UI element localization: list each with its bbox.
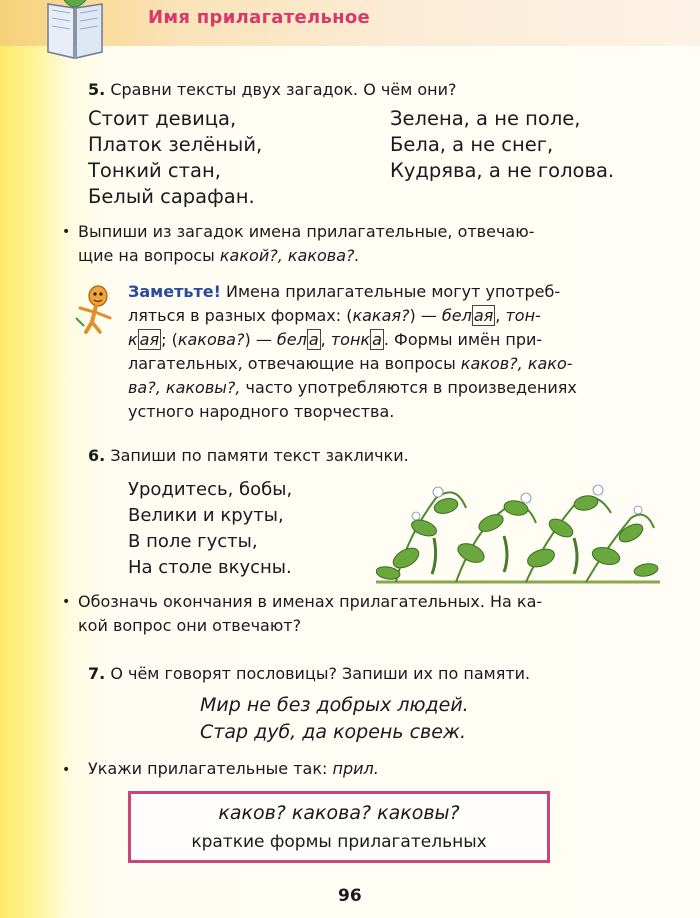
- riddle2-line: Зелена, а не поле,: [390, 107, 581, 130]
- ending-box: ая: [473, 306, 494, 325]
- book-icon: [44, 0, 106, 60]
- note-line5: [128, 378, 577, 397]
- note-text: лагательных, отвечающие на вопросы: [128, 354, 461, 373]
- ex5-task: [88, 80, 456, 99]
- ex6-task: [88, 446, 409, 465]
- note-text: ляться в разных формах: (: [128, 306, 353, 325]
- note-word: тон-: [505, 306, 541, 325]
- ending-box: ая: [139, 330, 160, 349]
- note-line4: [128, 354, 573, 373]
- header-title: Имя прилагательное: [148, 7, 371, 28]
- note-text: . Формы имён при-: [383, 330, 543, 349]
- note-line6: устного народного творчества.: [128, 402, 395, 421]
- page-header: [0, 0, 700, 46]
- note-line1: [128, 282, 560, 301]
- riddle1-line: Платок зелёный,: [88, 133, 263, 156]
- bullet-marker: •: [62, 224, 71, 240]
- verse-line: На столе вкусны.: [128, 557, 292, 578]
- proverb-line: Мир не без добрых людей.: [200, 694, 469, 716]
- note-word: бел: [276, 330, 307, 349]
- bullet-marker: •: [62, 762, 71, 778]
- ex6-bullet-line1: Обозначь окончания в именах прилагательных. На ка-: [78, 592, 543, 611]
- note-question: какая?: [352, 306, 410, 325]
- note-word: тонк: [330, 330, 371, 349]
- proverb-line: Стар дуб, да корень свеж.: [200, 721, 467, 743]
- riddle2-line: Кудрява, а не голова.: [390, 159, 615, 182]
- ex6-bullet-line2: кой вопрос они отвечают?: [78, 616, 302, 635]
- riddle2-line: Бела, а не снег,: [390, 133, 554, 156]
- ex7-task-text: О чём говорят пословицы? Запиши их по памяти.: [110, 664, 531, 683]
- bean-plant-illustration: [376, 478, 660, 586]
- ex7-bullet: [88, 759, 379, 778]
- ending-box: а: [308, 330, 319, 349]
- note-text: ,: [495, 306, 506, 325]
- ex7-bullet-abbr: прил.: [332, 759, 379, 778]
- note-question: ва?, каковы?,: [128, 378, 241, 397]
- rule-box: [128, 791, 550, 863]
- pencil-mascot-icon: [70, 282, 118, 336]
- ex5-bullet-questions: какой?, какова?.: [219, 246, 360, 265]
- ex7-number: 7.: [88, 664, 106, 683]
- ex5-bullet-line2: [78, 246, 360, 265]
- note-text: ) —: [409, 306, 442, 325]
- ex6-task-text: Запиши по памяти текст заклички.: [110, 446, 409, 465]
- note-question: каков?, како-: [460, 354, 573, 373]
- ex7-bullet-prefix: Укажи прилагательные так:: [88, 759, 333, 778]
- note-text: ) —: [244, 330, 277, 349]
- note-text: ; (: [161, 330, 178, 349]
- note-text: ,: [320, 330, 331, 349]
- ex5-number: 5.: [88, 80, 106, 99]
- verse-line: Уродитесь, бобы,: [128, 479, 293, 500]
- note-text: часто употребляются в произведениях: [240, 378, 577, 397]
- rule-box-caption: краткие формы прилагательных: [191, 832, 487, 852]
- verse-line: Велики и круты,: [128, 505, 284, 526]
- ex7-task: [88, 664, 530, 683]
- ex6-number: 6.: [88, 446, 106, 465]
- note-question: какова?: [177, 330, 245, 349]
- page-number: 96: [338, 886, 362, 906]
- riddle1-line: Белый сарафан.: [88, 185, 255, 208]
- bullet-marker: •: [62, 594, 71, 610]
- ex5-task-text: Сравни тексты двух загадок. О чём они?: [110, 80, 457, 99]
- note-word: бел: [441, 306, 472, 325]
- verse-line: В поле густы,: [128, 531, 258, 552]
- ex5-bullet-line1: Выпиши из загадок имена прилагательные, отвечаю-: [78, 222, 535, 241]
- riddle1-line: Стоит девица,: [88, 107, 237, 130]
- note-line3: [128, 330, 542, 349]
- riddle1-line: Тонкий стан,: [88, 159, 221, 182]
- note-label: Заметьте!: [128, 282, 221, 301]
- note-line2: [128, 306, 541, 325]
- note-line1-text: Имена прилагательные могут употреб-: [220, 282, 561, 301]
- rule-box-questions: каков? какова? каковы?: [218, 802, 460, 824]
- note-word: к: [128, 330, 138, 349]
- ex5-bullet-prefix: щие на вопросы: [78, 246, 220, 265]
- ending-box: а: [372, 330, 382, 349]
